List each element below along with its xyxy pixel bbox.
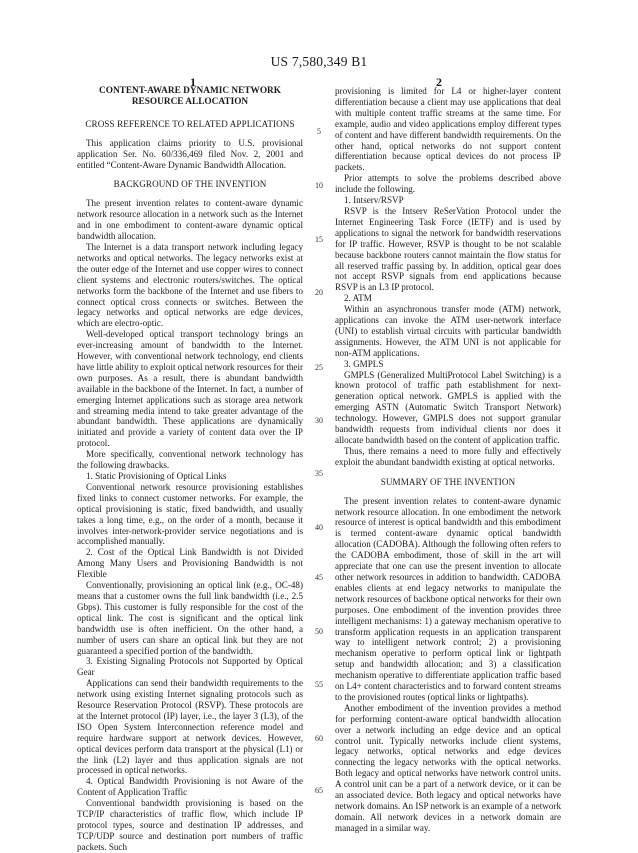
column-number-left: 1 (190, 75, 196, 89)
left-column (77, 86, 303, 853)
line-number: 55 (315, 680, 323, 689)
paragraph: Another embodiment of the invention provides a method for performing content-aware optical bandwidth allocation over a network including an edge device and an optical control unit. Typically networks include client systems, legacy networks, optical networks and edge devices connecting the legacy networks with the optical networks. Both legacy and optical networks have network control units. A control unit can be a part of a network device, or it can be an associated device. Both legacy and optical networks have network domains. An ISP network is an example of a network domain. All network devices in a network domain are managed in a similar way. (335, 702, 561, 833)
paragraph: The present invention relates to content-aware dynamic network resource allocation in a network such as the Internet and in one embodiment to content-aware dynamic optical bandwidth allocation. (77, 198, 303, 242)
list-heading: 2. ATM (344, 293, 372, 304)
section-heading-background: BACKGROUND OF THE INVENTION (113, 179, 267, 190)
paragraph: Prior attempts to solve the problems described above include the following. (335, 173, 561, 195)
line-number: 25 (315, 363, 323, 372)
line-number: 20 (315, 288, 323, 297)
paragraph: Conventionally, provisioning an optical link (e.g., OC-48) means that a customer owns the full link bandwidth (i.e., 2.5 Gbps). This customer is fully responsible for the cost of the optical link. The cost is significant and the optical link bandwidth use is often inefficient. On the other hand, a number of users can share an optical link but they are not guaranteed a specified portion of the bandwidth. (77, 580, 303, 656)
line-number: 10 (315, 181, 323, 190)
paragraph: Conventional network resource provisioning establishes fixed links to connect customer networks. For example, the optical provisioning is static, fixed bandwidth, and usually takes a long time, e.g., on the order of a month, because it involves inter-network-provider service negotiations and is accomplished manually. (77, 481, 303, 547)
line-number: 50 (315, 627, 323, 636)
section-heading-crossref: CROSS REFERENCE TO RELATED APPLICATIONS (85, 118, 295, 129)
patent-number: US 7,580,349 B1 (270, 54, 368, 69)
line-number: 30 (315, 416, 323, 425)
paragraph: Well-developed optical transport technology brings an ever-increasing amount of bandwidth to the Internet. However, with conventional network technology, end clients have little ability to exploit optical network resources for their own purposes. As a result, there is abundant bandwidth available in the backbone of the Internet. In fact, a number of emerging Internet applications such as storage area network and streaming media intend to take greater advantage of the abundant bandwidth. These applications are dynamically initiated and provide a variety of content data over the IP protocol. (77, 329, 304, 449)
list-heading: 1. Static Provisioning of Optical Links (86, 471, 227, 481)
paragraph: Applications can send their bandwidth requirements to the network using existing Internet signaling protocols such as Resource Reservation Protocol (RSVP). These protocols are at the Internet protocol (IP) layer, i.e., the layer 3 (L3), of the ISO Open System Interconnection reference model and require hardware support at network devices. However, optical devices perform data transport at the physical (L1) or the link (L2) layer and thus application signals are not processed in optical networks. (77, 678, 303, 776)
right-column (335, 86, 561, 834)
line-number: 45 (315, 573, 323, 582)
list-heading: 1. Intserv/RSVP (344, 195, 404, 206)
list-heading: 2. Cost of the Optical Link Bandwidth is not Divided Among Many Users and Provisioning Bandwidth is not Flexible (77, 547, 303, 580)
list-heading: 3. GMPLS (344, 358, 384, 369)
column-number-right: 2 (436, 75, 442, 89)
document-title: CONTENT-AWARE DYNAMIC NETWORK RESOURCE ALLOCATION (99, 86, 281, 107)
paragraph: Within an asynchronous transfer mode (ATM) network, applications can invoke the ATM user-network interface (UNI) to establish virtual circuits with particular bandwidth assignments. However, the ATM UNI is not applicable for non-ATM applications. (335, 304, 561, 358)
line-number: 60 (315, 734, 323, 743)
paragraph: The Internet is a data transport network including legacy networks and optical networks. The legacy networks exist at the outer edge of the Internet and use copper wires to connect client systems and electronic routers/switches. The optical networks form the backbone of the Internet and use fibers to connect optical cross connects or switches. Between the legacy networks and optical networks are edge devices, which are electro-optic. (77, 241, 303, 329)
line-number: 5 (317, 127, 321, 136)
paragraph: GMPLS (Generalized MultiProtocol Label Switching) is a known protocol of traffic path establishment for next-generation optical network. GMPLS is applied with the emerging ASTN (Automatic Switch Transport Network) technology. However, GMPLS does not support granular bandwidth requests from individual clients nor does it allocate bandwidth based on the content of application traffic. (335, 369, 561, 445)
paragraph: Thus, there remains a need to more fully and effectively exploit the abundant bandwidth existing at optical networks. (335, 445, 561, 467)
line-number: 65 (315, 786, 323, 795)
list-heading: 3. Existing Signaling Protocols not Supported by Optical Gear (77, 656, 303, 678)
section-heading-summary: SUMMARY OF THE INVENTION (380, 476, 516, 487)
paragraph: RSVP is the Intserv ReSerVation Protocol under the Internet Engineering Task Force (IETF) and is used by applications to signal the network for bandwidth reservations for IP traffic. However, RSVP is thought to be not scalable because backbone routers cannot maintain the flow status for all reserved traffic passing by. In addition, optical gear does not accept RSVP signals from end applications because RSVP is an L3 IP protocol. (335, 205, 561, 293)
list-heading: 4. Optical Bandwidth Provisioning is not Aware of the Content of Application Traffic (77, 776, 303, 798)
line-number: 35 (315, 469, 323, 478)
paragraph: Conventional bandwidth provisioning is based on the TCP/IP characteristics of traffic flow, which include IP protocol types, source and destination IP addresses, and TCP/UDP source and destination port numbers of traffic packets. Such (77, 798, 303, 852)
paragraph: More specifically, conventional network technology has the following drawbacks. (77, 449, 303, 471)
line-number: 40 (315, 523, 323, 532)
line-number: 15 (315, 235, 323, 244)
paragraph: provisioning is limited for L4 or higher-layer content differentiation because a client may use applications that deal with multiple content traffic streams at the same time. For example, audio and video applications employ different types of content and have different bandwidth requirements. On the other hand, optical networks do not support content differentiation because optical devices do not process IP packets. (335, 86, 561, 173)
paragraph: The present invention relates to content-aware dynamic network resource allocation. In one embodiment the network resource of interest is optical bandwidth and this embodiment is termed content-aware dynamic optical bandwidth allocation (CADOBA). Although the following often refers to the CADOBA embodiment, those of skill in the art will appreciate that one can use the present invention to allocate other network resources in addition to bandwidth. CADOBA enables clients at end legacy networks to manipulate the network resources of backbone optical networks for their own purposes. One embodiment of the invention provides three intelligent mechanisms: 1) a gateway mechanism operative to transform application requests in an application transparent way to intelligent network control; 2) a provisioning mechanism operative to perform optical link or lightpath setup and bandwidth allocation; and 3) a classification mechanism operative to differentiate application traffic based on L4+ content characteristics and to forward content streams to the provisioned routes (optical links or lightpaths). (335, 495, 561, 702)
paragraph: This application claims priority to U.S. provisional application Ser. No. 60/336,469 filed Nov. 2, 2001 and entitled “Content-Aware Dynamic Bandwidth Allocation. (77, 137, 303, 170)
